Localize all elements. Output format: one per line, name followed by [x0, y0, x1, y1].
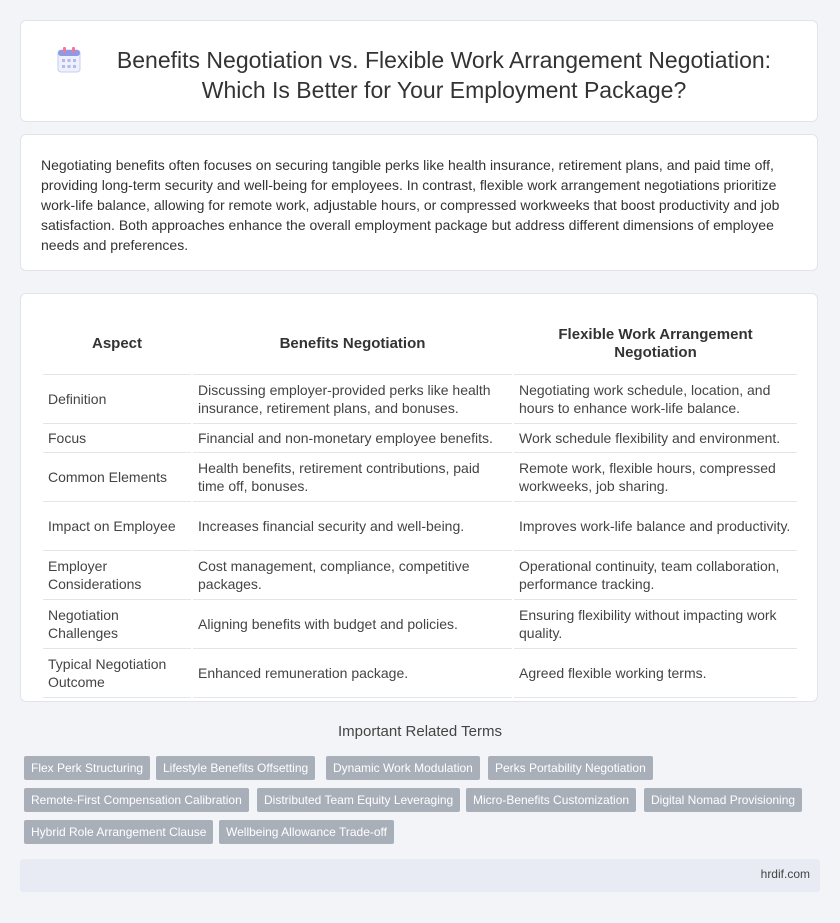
- column-header: Benefits Negotiation: [193, 314, 512, 375]
- table-row: [43, 375, 797, 424]
- benefits-cell: Increases financial security and well-being.: [193, 502, 512, 551]
- benefits-cell: Discussing employer-provided perks like health insurance, retirement plans, and bonuses.: [193, 375, 512, 424]
- term-tag[interactable]: Lifestyle Benefits Offsetting: [156, 756, 315, 780]
- term-tag[interactable]: Flex Perk Structuring: [24, 756, 150, 780]
- footer-site-link[interactable]: hrdif.com: [760, 867, 810, 881]
- aspect-cell: Impact on Employee: [43, 502, 191, 551]
- table-row: [43, 600, 797, 649]
- aspect-cell: Negotiation Challenges: [43, 600, 191, 649]
- term-tag[interactable]: Micro-Benefits Customization: [466, 788, 636, 812]
- column-header: Flexible Work Arrangement Negotiation: [514, 314, 797, 375]
- aspect-cell: Typical Negotiation Outcome: [43, 649, 191, 698]
- intro-paragraph: Negotiating benefits often focuses on securing tangible perks like health insurance, retirement plans, and paid time off, providing long-term security and well-being for employees. In contrast, flexible work arrangement negotiations prioritize work-life balance, allowing for remote work, adjustable hours, or compressed workweeks that boost productivity and job satisfaction. Both approaches enhance the overall employment package but address different dimensions of employee needs and preferences.: [41, 157, 780, 253]
- aspect-cell: Common Elements: [43, 453, 191, 502]
- table-row: [43, 453, 797, 502]
- related-terms-heading: Important Related Terms: [338, 723, 502, 740]
- benefits-cell: Enhanced remuneration package.: [193, 649, 512, 698]
- intro-card: [20, 134, 818, 271]
- table-row: [43, 502, 797, 551]
- title-card: [20, 20, 818, 122]
- term-tag[interactable]: Wellbeing Allowance Trade-off: [219, 820, 394, 844]
- flexible-cell: Remote work, flexible hours, compressed workweeks, job sharing.: [514, 453, 797, 502]
- table-row: [43, 424, 797, 453]
- column-header: Aspect: [43, 314, 191, 375]
- footer: [20, 859, 820, 892]
- flexible-cell: Ensuring flexibility without impacting work quality.: [514, 600, 797, 649]
- flexible-cell: Negotiating work schedule, location, and hours to enhance work-life balance.: [514, 375, 797, 424]
- term-tag[interactable]: Perks Portability Negotiation: [488, 756, 653, 780]
- benefits-cell: Health benefits, retirement contributions, paid time off, bonuses.: [193, 453, 512, 502]
- table-row: [43, 551, 797, 600]
- term-tag[interactable]: Dynamic Work Modulation: [326, 756, 480, 780]
- table-row: [43, 649, 797, 698]
- calendar-icon: [57, 47, 81, 73]
- benefits-cell: Financial and non-monetary employee benefits.: [193, 424, 512, 453]
- aspect-cell: Focus: [43, 424, 191, 453]
- term-tag[interactable]: Digital Nomad Provisioning: [644, 788, 802, 812]
- benefits-cell: Cost management, compliance, competitive packages.: [193, 551, 512, 600]
- table-header-row: [43, 314, 797, 375]
- aspect-cell: Definition: [43, 375, 191, 424]
- aspect-cell: Employer Considerations: [43, 551, 191, 600]
- benefits-cell: Aligning benefits with budget and policies.: [193, 600, 512, 649]
- flexible-cell: Work schedule flexibility and environment.: [514, 424, 797, 453]
- flexible-cell: Operational continuity, team collaboration, performance tracking.: [514, 551, 797, 600]
- flexible-cell: Agreed flexible working terms.: [514, 649, 797, 698]
- term-tag[interactable]: Hybrid Role Arrangement Clause: [24, 820, 213, 844]
- term-tag[interactable]: Remote-First Compensation Calibration: [24, 788, 249, 812]
- page-title: Benefits Negotiation vs. Flexible Work Arrangement Negotiation: Which Is Better for Your Employment Package?: [116, 47, 772, 103]
- flexible-cell: Improves work-life balance and productivity.: [514, 502, 797, 551]
- term-tag[interactable]: Distributed Team Equity Leveraging: [257, 788, 460, 812]
- comparison-table: [41, 314, 799, 698]
- comparison-card: [20, 293, 818, 702]
